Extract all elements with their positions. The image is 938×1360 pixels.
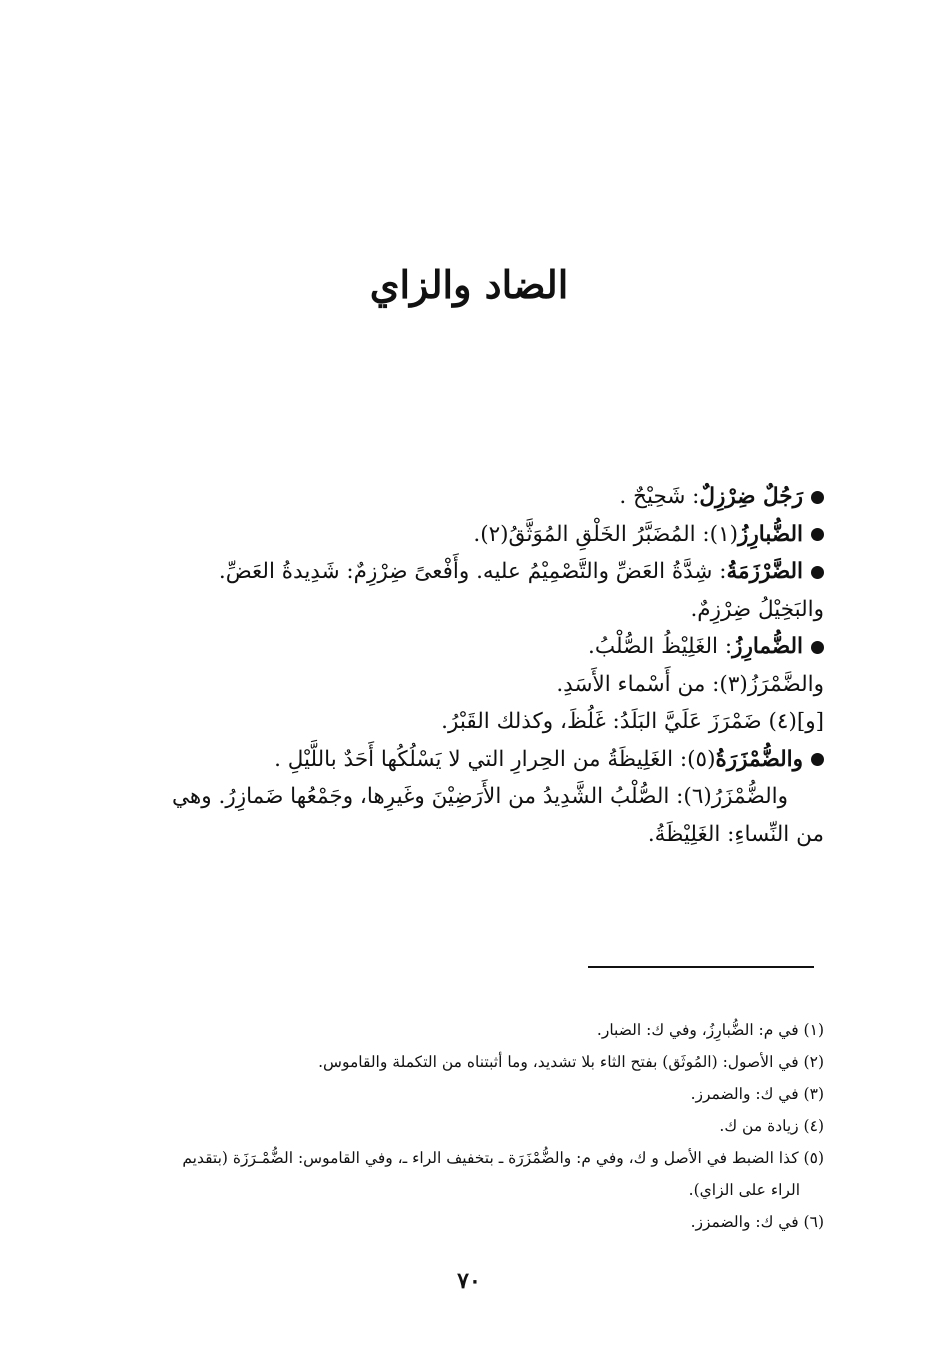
entry-continuation: والبَخِيْلُ ضِرْزِمٌ. <box>690 596 824 622</box>
entries-body <box>108 478 824 853</box>
bullet-icon <box>811 528 824 541</box>
entry-line <box>108 553 824 591</box>
entry-definition: : شَحِيْحٌ . <box>619 484 700 509</box>
entry-continuation: [و](٤) ضَمْرَزَ عَلَيَّ البَلَدُ: غَلُظَ، وكذلك القَبْرُ. <box>441 709 824 734</box>
footnote-item: (١) في م: الضُّبارِزُ، وفي ك: الضبار. <box>596 1021 824 1039</box>
bullet-icon <box>811 566 824 579</box>
footnote-item: (٤) زيادة من ك. <box>719 1117 824 1135</box>
footnote-item: (٣) في ك: والضمرز. <box>690 1085 824 1103</box>
entry-headword: الضُّمارِزُ <box>732 634 803 659</box>
chapter-title: الضاد والزاي <box>369 262 569 307</box>
footnote-divider <box>588 966 814 968</box>
entry-definition: (٥): الغَلِيظَةُ من الحِرارِ التي لا يَسْلُكُها أَحَدٌ باللَّيْلِ . <box>274 746 716 772</box>
entry-line <box>108 478 824 516</box>
entry-line <box>108 628 824 666</box>
bullet-icon <box>811 491 824 504</box>
entry-headword: الضُّبارِزُ <box>738 521 803 547</box>
entry-line <box>108 516 824 554</box>
entry-definition: : شِدَّةُ العَضِّ والتَّصْمِيْمُ عليه. وأَفْعىً ضِرْزِمٌ: شَدِيدةُ العَضِّ. <box>218 559 727 584</box>
footnote-item: (٢) في الأصول: (المُوثَق) بفتح الثاء بلا تشديد، وما أثبتناه من التكملة والقاموس. <box>318 1053 824 1071</box>
bullet-icon <box>811 753 824 766</box>
entry-continuation: والضُّمْزَرُ(٦): الصُّلْبُ الشَّدِيدُ من الأَرَضِيْنَ وغَيرِها، وجَمْعُها ضَمازِرُ. وهي <box>172 784 788 809</box>
entry-headword: والضُّمْزَرَةُ <box>715 746 803 772</box>
footnote-item: (٦) في ك: والضمزز. <box>690 1213 824 1231</box>
entry-continuation: من النِّساءِ: الغَلِيْظَةُ. <box>647 821 824 847</box>
entry-continuation: والضَّمْرَزُ(٣): من أَسْماء الأَسَدِ. <box>556 671 824 697</box>
entry-definition: : الغَلِيْظُ الصُّلْبُ. <box>588 634 733 659</box>
footnote-continuation: الراء على الزاي). <box>688 1181 800 1199</box>
page-number: ٧٠ <box>457 1268 481 1294</box>
entry-definition: (١): المُضَبَّرُ الخَلْقِ المُوَثَّقُ(٢). <box>473 521 739 547</box>
footnote-item: (٥) كذا الضبط في الأصل و ك، وفي م: والضُّمْزَرَة ـ بتخفيف الراء ـ، وفي القاموس: الضُّمْـرَزَة (بتقديم <box>182 1149 824 1167</box>
bullet-icon <box>811 641 824 654</box>
entry-line <box>108 741 824 779</box>
entry-headword: الضَّرْزَمَةُ <box>726 559 803 584</box>
footnotes <box>108 1014 824 1238</box>
entry-headword: رَجُلٌ ضِرْزِلٌ <box>699 484 803 509</box>
